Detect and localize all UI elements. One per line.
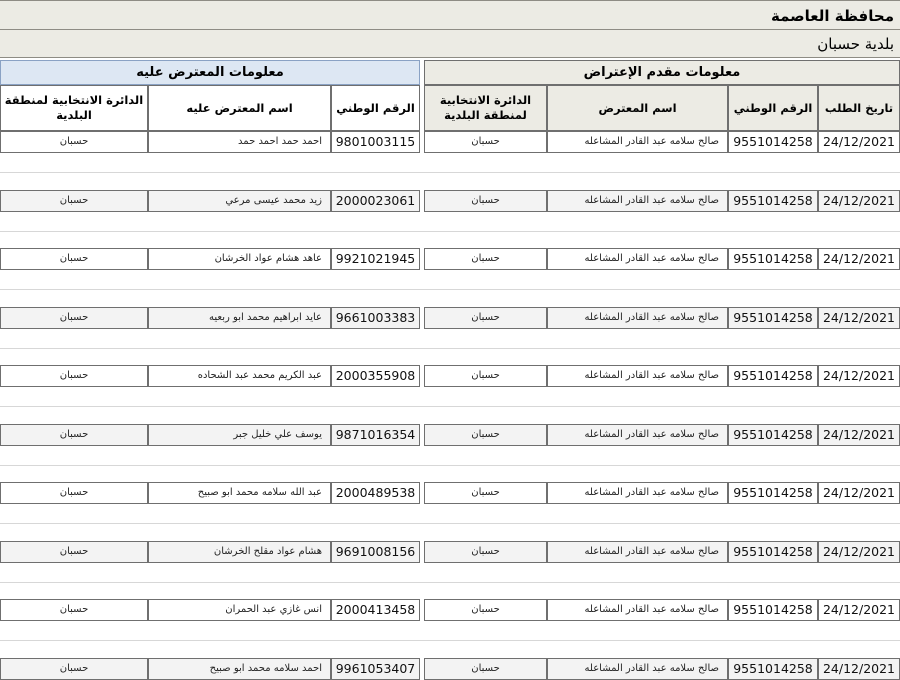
objected-name-cell: عاهد هشام عواد الخرشان: [148, 248, 331, 270]
objector-district-cell: حسبان: [424, 248, 547, 270]
objected-district-cell: حسبان: [0, 131, 148, 153]
table-row: [0, 599, 900, 621]
objected-district-cell: حسبان: [0, 658, 148, 680]
row-spacer: [0, 446, 900, 466]
objector-national-id-cell: 9551014258: [728, 658, 818, 680]
request-date-cell: 24/12/2021: [818, 248, 900, 270]
request-date-cell: 24/12/2021: [818, 131, 900, 153]
objected-national-id-cell: 9921021945: [331, 248, 420, 270]
request-date-cell: 24/12/2021: [818, 658, 900, 680]
table-row: [0, 482, 900, 504]
municipality-title: بلدية حسبان: [0, 30, 900, 58]
objected-national-id-cell: 2000413458: [331, 599, 420, 621]
column-objector-district: الدائرة الانتخابية لمنطقة البلدية: [424, 85, 547, 131]
request-date-cell: 24/12/2021: [818, 365, 900, 387]
row-spacer: [0, 504, 900, 524]
table-row: [0, 424, 900, 446]
row-spacer: [0, 621, 900, 641]
objected-national-id-cell: 9871016354: [331, 424, 420, 446]
table-row: [0, 307, 900, 329]
request-date-cell: 24/12/2021: [818, 599, 900, 621]
row-spacer: [0, 212, 900, 232]
column-objected-name: اسم المعترض عليه: [148, 85, 331, 131]
objector-national-id-cell: 9551014258: [728, 190, 818, 212]
objector-name-cell: صالح سلامه عبد القادر المشاعله: [547, 365, 728, 387]
objected-national-id-cell: 9661003383: [331, 307, 420, 329]
objected-name-cell: زيد محمد عيسى مرعي: [148, 190, 331, 212]
objector-district-cell: حسبان: [424, 307, 547, 329]
objected-name-cell: احمد سلامه محمد ابو صبيح: [148, 658, 331, 680]
objector-national-id-cell: 9551014258: [728, 482, 818, 504]
objected-national-id-cell: 2000355908: [331, 365, 420, 387]
objector-district-cell: حسبان: [424, 541, 547, 563]
objector-name-cell: صالح سلامه عبد القادر المشاعله: [547, 190, 728, 212]
objected-name-cell: هشام عواد مقلح الخرشان: [148, 541, 331, 563]
objector-national-id-cell: 9551014258: [728, 248, 818, 270]
objected-district-cell: حسبان: [0, 424, 148, 446]
objector-district-cell: حسبان: [424, 131, 547, 153]
row-spacer: [0, 387, 900, 407]
objected-district-cell: حسبان: [0, 599, 148, 621]
row-spacer: [0, 270, 900, 290]
column-objector-national-id: الرقم الوطني: [728, 85, 818, 131]
objected-national-id-cell: 9961053407: [331, 658, 420, 680]
objector-national-id-cell: 9551014258: [728, 541, 818, 563]
objected-name-cell: يوسف علي خليل جبر: [148, 424, 331, 446]
objector-district-cell: حسبان: [424, 190, 547, 212]
table-row: [0, 131, 900, 153]
request-date-cell: 24/12/2021: [818, 190, 900, 212]
objector-district-cell: حسبان: [424, 365, 547, 387]
objector-national-id-cell: 9551014258: [728, 307, 818, 329]
column-objected-district: الدائرة الانتخابية لمنطقة البلدية: [0, 85, 148, 131]
request-date-cell: 24/12/2021: [818, 307, 900, 329]
objected-name-cell: عايد ابراهيم محمد ابو ربعيه: [148, 307, 331, 329]
objected-national-id-cell: 2000489538: [331, 482, 420, 504]
objected-district-cell: حسبان: [0, 541, 148, 563]
request-date-cell: 24/12/2021: [818, 482, 900, 504]
objected-name-cell: عبد الكريم محمد عبد الشحاده: [148, 365, 331, 387]
objector-name-cell: صالح سلامه عبد القادر المشاعله: [547, 599, 728, 621]
objected-name-cell: انس غازي عبد الحمران: [148, 599, 331, 621]
governorate-title: محافظة العاصمة: [0, 0, 900, 30]
objector-national-id-cell: 9551014258: [728, 599, 818, 621]
objected-name-cell: احمد حمد احمد حمد: [148, 131, 331, 153]
objector-district-cell: حسبان: [424, 482, 547, 504]
objector-name-cell: صالح سلامه عبد القادر المشاعله: [547, 658, 728, 680]
objector-national-id-cell: 9551014258: [728, 424, 818, 446]
row-spacer: [0, 153, 900, 173]
objector-name-cell: صالح سلامه عبد القادر المشاعله: [547, 131, 728, 153]
request-date-cell: 24/12/2021: [818, 541, 900, 563]
objector-national-id-cell: 9551014258: [728, 131, 818, 153]
objected-national-id-cell: 2000023061: [331, 190, 420, 212]
objector-district-cell: حسبان: [424, 424, 547, 446]
objected-district-cell: حسبان: [0, 190, 148, 212]
objector-national-id-cell: 9551014258: [728, 365, 818, 387]
objector-name-cell: صالح سلامه عبد القادر المشاعله: [547, 248, 728, 270]
table-row: [0, 190, 900, 212]
row-spacer: [0, 329, 900, 349]
objected-national-id-cell: 9801003115: [331, 131, 420, 153]
objected-district-cell: حسبان: [0, 482, 148, 504]
objected-district-cell: حسبان: [0, 248, 148, 270]
objector-district-cell: حسبان: [424, 599, 547, 621]
objector-district-cell: حسبان: [424, 658, 547, 680]
column-objector-name: اسم المعترض: [547, 85, 728, 131]
table-row: [0, 541, 900, 563]
objector-info-header: معلومات مقدم الإعتراض: [424, 60, 900, 85]
objected-district-cell: حسبان: [0, 365, 148, 387]
request-date-cell: 24/12/2021: [818, 424, 900, 446]
row-spacer: [0, 563, 900, 583]
objected-district-cell: حسبان: [0, 307, 148, 329]
objected-national-id-cell: 9691008156: [331, 541, 420, 563]
column-request-date: تاريخ الطلب: [818, 85, 900, 131]
objected-name-cell: عبد الله سلامه محمد ابو صبيح: [148, 482, 331, 504]
table-row: [0, 658, 900, 680]
column-objected-national-id: الرقم الوطني: [331, 85, 420, 131]
table-row: [0, 248, 900, 270]
objected-info-header: معلومات المعترض عليه: [0, 60, 420, 85]
objector-name-cell: صالح سلامه عبد القادر المشاعله: [547, 541, 728, 563]
objector-name-cell: صالح سلامه عبد القادر المشاعله: [547, 424, 728, 446]
table-row: [0, 365, 900, 387]
objector-name-cell: صالح سلامه عبد القادر المشاعله: [547, 482, 728, 504]
objector-name-cell: صالح سلامه عبد القادر المشاعله: [547, 307, 728, 329]
